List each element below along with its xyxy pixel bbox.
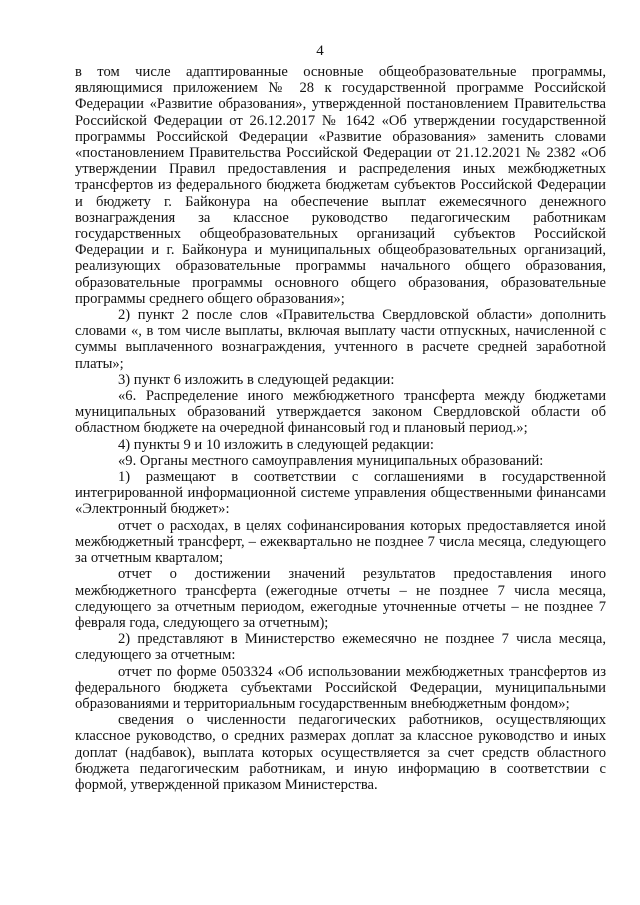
paragraph: отчет о достижении значений результатов предоставления иного межбюджетного трансферта (ежегодные отчеты – не позднее 7 числа месяца, следующего за отчетным периодом, ежегодные уточненные отчеты – не позднее 7 февраля года, следующего за отчетным); [75,566,606,631]
paragraph: 2) пункт 2 после слов «Правительства Свердловской области» дополнить словами «, в том числе выплаты, включая выплату части отпускных, начисленной с суммы выплаченного вознаграждения, учтенного в расчете средней заработной платы»; [75,307,606,372]
paragraph: 3) пункт 6 изложить в следующей редакции: [118,371,395,388]
paragraph: сведения о численности педагогических работников, осуществляющих классное руководство, о средних размерах доплат за классное руководство и иных доплат (надбавок), выплата которых осуществляется за счет средств областного бюджета педагогическим работникам, и иную информацию в соответствии с формой, утвержденной приказом Министерства. [75,712,606,793]
paragraph: отчет о расходах, в целях софинансирования которых предоставляется иной межбюджетный трансферт, – ежеквартально не позднее 7 числа месяца, следующего за отчетным кварталом; [75,517,606,567]
page-number: 4 [316,43,324,59]
document-body [75,64,606,793]
paragraph: 1) размещают в соответствии с соглашениями в государственной интегрированной информационной системе управления общественными финансами «Электронный бюджет»: [75,469,606,518]
paragraph: в том числе адаптированные основные общеобразовательные программы, являющимися приложением № 28 к государственной программе Российской Федерации «Развитие образования», утвержденной постановлением Правительства Российской Федерации от 26.12.2017 № 1642 «Об утверждении государственной программы Российской Федерации «Развитие образования» заменить словами «постановлением Правительства Российской Федерации от 21.12.2021 № 2382 «Об утверждении Правил предоставления и распределения иных межбюджетных трансфертов из федерального бюджета бюджетам субъектов Российской Федерации и бюджету г. Байконура на обеспечение выплат ежемесячного денежного вознаграждения за классное руководство педагогическим работникам государственных общеобразовательных организаций субъектов Российской Федерации и г. Байконура и муниципальных общеобразовательных организаций, реализующих образовательные программы начального общего образования, образовательные программы основного общего образования, образовательные программы среднего общего образования»; [75,64,606,307]
paragraph: «6. Распределение иного межбюджетного трансферта между бюджетами муниципальных образований утверждается законом Свердловской области об областном бюджете на очередной финансовый год и плановый период.»; [75,388,606,437]
paragraph: отчет по форме 0503324 «Об использовании межбюджетных трансфертов из федерального бюджета субъектами Российской Федерации, муниципальными образованиями и территориальным государственным внебюджетным фондом»; [75,663,606,712]
paragraph: «9. Органы местного самоуправления муниципальных образований: [118,452,544,469]
paragraph: 4) пункты 9 и 10 изложить в следующей редакции: [118,436,434,453]
paragraph: 2) представляют в Министерство ежемесячно не позднее 7 числа месяца, следующего за отчетным: [75,631,606,664]
